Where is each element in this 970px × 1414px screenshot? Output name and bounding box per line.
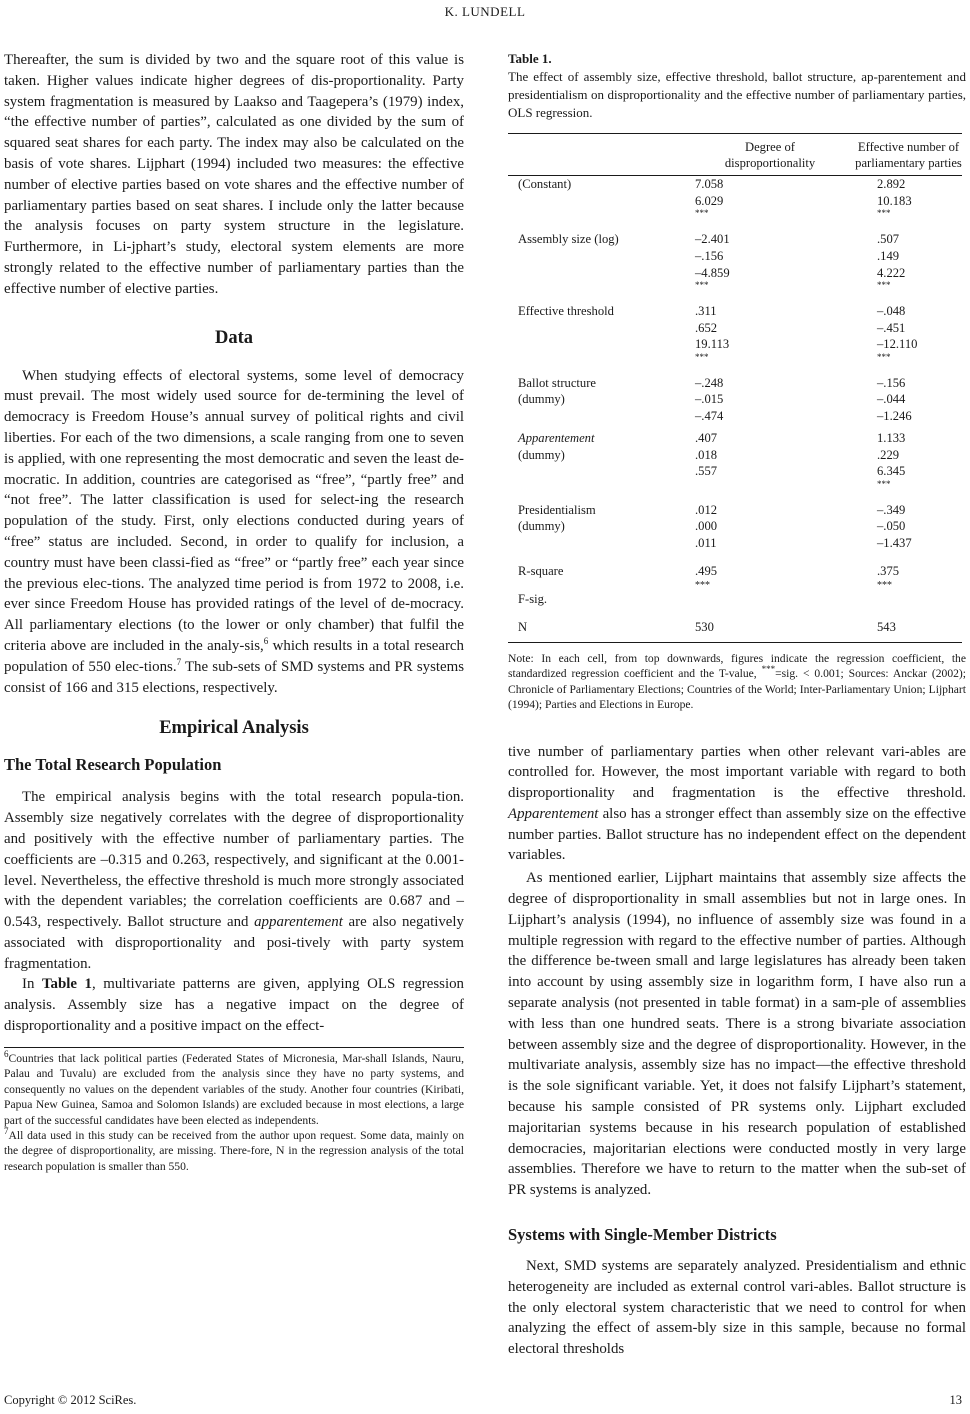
heading-data: Data [214,327,254,348]
table-row [508,231,962,303]
effective-parties-values: –.156 –.044 –1.246 [877,375,912,424]
effective-parties-values: –.048 –.451 –12.110 *** [877,303,918,362]
paragraph-lijphart: As mentioned earlier, Lijphart maintains that assembly size affects the degree of disproportionality in small assemblies but not in large ones. In Lijphart’s analysis (1994), no influence of assembly size was found in a multiple regression with regard to the effective number of parties. Although the difference be-tween small and large legislatures has already been taken into account by using assembly size in logarithm form, I have also run a separate analysis (not presented in table format) in a sam-ple of assemblies with less than one hundred seats. There is a strong bivariate association between assembly size and the degree of disproportionality. However, in the multivariate analysis, assembly size has no impact—the effective threshold is the sole significant variable. Yet, it does not falsify Lijphart’s statement, because his sample consisted of PR systems only. Lijphart excluded majoritarian systems because in his research population of established democracies, majoritarian elections were conducted mostly in very large assemblies. Therefore we have to return to the matter when the sub-set of PR systems is analyzed. [508,870,966,1199]
table-row-rsquare: R-square .495 .375 [518,563,900,578]
footnote-7: $^7$All data used in this study can be received from the author upon request. Some data, mainly on the degree of disproportionality, are missing. There-fore, N in the regression analysis of the total research population is smaller than 550. [4,1126,464,1173]
header-disproportionality: Degree of disproportionality [724,140,816,170]
paragraph-smd: Next, SMD systems are separately analyzed. Presidentialism and ethnic heterogeneity are included as external control vari-ables. Ballot structure is the only electoral system characteristic that we need to control for when analyzing the effect of assem-bly size in this sample, because no formal electoral thresholds [508,1258,966,1358]
table-row [508,303,962,375]
row-label: Effective threshold [518,303,614,318]
table-body [508,176,962,643]
header-blank [508,134,695,176]
row-label: Apparentement (dummy) [518,430,595,462]
footer-copyright: Copyright © 2012 SciRes. [4,1393,137,1407]
effective-parties-values: –.349 –.050 –1.437 [877,502,912,551]
footnote-6: $^6$Countries that lack political parties (Federated States of Micronesia, Mar-shall Islands, Nauru, Palau and Tuvalu) are excluded from the analysis since they have no party systems, and consequently no values on the dependent variables of the study. Another four countries (Kiribati, Papua New Guinea, Samoa and Solomon Islands) are excluded because in most elections, a large part of the successful candidates have been elected as independents. [4,1049,464,1127]
heading-smd-systems: Systems with Single-Member Districts [508,1225,777,1245]
paragraph-disproportionality: Thereafter, the sum is divided by two and the square root of this value is taken. Higher values indicate higher degrees of dis-proportionality. Party system fragmentation is measured by Laakso and Taagepera’s (1979) index, “the effective number of parties”, calculated as one divided by the sum of squared seat shares for each party. The index may also be calculated on the basis of vote shares. Lijphart (1994) included two measures: the effective number of elective parties based on vote shares and the effective number of parliamentary parties based on seat shares. I include only the latter because the analysis focuses on party system structure in the legislature. Furthermore, in Li-jphart’s study, electoral system elements are more strongly related to the effective number of parliamentary parties than the effective number of elective parties. [4,52,464,297]
running-head: K. LUNDELL [444,4,526,19]
table-note: Note: In each cell, from top downwards, figures indicate the regression coefficient, the standardized regression coefficient and the T-value, ***=sig. < 0.001; Sources: Anckar (2002); Chronicle of Parliamentary Elections; Countries of the World; Inter-Parliamentary Union; Lijphart (1994); Parties and Elections in Europe. [508,651,966,712]
table-label: Table 1. [508,51,552,66]
footnote-ref-6[interactable]: 6 [263,635,269,646]
effective-parties-values: 1.133 .229 6.345 *** [877,430,906,489]
table-row-n: N 530 543 [508,608,962,642]
left-column [4,50,464,1174]
paragraph-data: When studying effects of electoral systems, some level of democracy must prevail. The most widely used source for de-termining the level of democracy is Freedom House’s annual survey of political rights and civil liberties. For each of the two dimensions, a scale ranging from one to seven is applied, with one representing the most democratic and seven the least de-mocratic. In addition, countries are categorised as “free”, “partly free” and “not free”. The latter classification is used for select-ing the research population of the study. First, only elections conducted during years of “free” status are included. Second, in order to qualify for inclusion, a country must have been classi-fied as “free” or “partly free” each year since the previous elec-tions. The analyzed time period is from 1972 to 2008, i.e. ever since Freedom House has provided ratings of the level of de-mocracy. All parliamentary elections (to the lower or only chamber) that fulfil the criteria above are included in the analy-sis,$^6$ which results in a total research population of 550 elec-tions.$^7$ The sub-sets of SMD systems and PR systems consist of 166 and 315 elections, respectively. [4,367,464,696]
disproportionality-values: –.248 –.015 –.474 [695,375,724,424]
regression-table [508,133,962,643]
disproportionality-values: .311 .652 19.113 *** [695,303,730,362]
footnote-ref-7[interactable]: 7 [176,656,182,667]
footnotes [4,1047,464,1174]
row-label: (Constant) [518,177,572,191]
paragraph-table-intro: In Table 1, multivariate patterns are given, applying OLS regression analysis. Assembly size has a negative impact on the degree of disproportionality and a positive impact on the effect- [4,976,464,1035]
row-label: Ballot structure (dummy) [518,375,596,407]
disproportionality-values: 7.058 6.029 *** [695,177,724,219]
table-row [508,375,962,430]
heading-total-research-population: The Total Research Population [4,755,222,775]
paragraph-total-population: The empirical analysis begins with the total research popula-tion. Assembly size negatively correlates with the degree of disproportionality and positively with the effective number of parliamentary parties. The coefficients are –0.315 and 0.263, respectively, and significant at the 0.001-level. Nevertheless, the effective threshold is much more strongly associated with the dependent variables; the correlation coefficients are 0.687 and –0.543, respectively. Ballot structure and apparentement are also negatively associated with disproportionality and posi-tively with party system fragmentation. [4,789,464,972]
disproportionality-values: –2.401 –.156 –4.859 *** [695,232,730,291]
right-column [508,50,966,1360]
table-caption: The effect of assembly size, effective threshold, ballot structure, ap-parentement and presidentialism on disproportionality and the effective number of parliamentary parties, OLS regression. [508,69,966,120]
heading-empirical-analysis: Empirical Analysis [159,718,309,739]
disproportionality-values: .012 .000 .011 [695,502,718,551]
table-row [508,502,962,557]
disproportionality-values: .407 .018 .557 [695,430,718,479]
table-row-fsig: F-sig. *** *** [518,580,892,607]
table-row [508,430,962,502]
table-row [508,176,962,232]
row-label: Assembly size (log) [518,232,619,247]
table-1-reference[interactable]: Table 1 [41,976,92,993]
footer-page-number: 13 [949,1393,962,1407]
effective-parties-values: .507 .149 4.222 *** [877,232,906,291]
row-label: Presidentialism (dummy) [518,502,596,534]
paragraph-right-continued: tive number of parliamentary parties when other relevant vari-ables are controlled for. However, the most important variable with regard to both disproportionality and fragmentation is the effective threshold. Apparentement also has a stronger effect than assembly size on the effective number parties. Ballot structure has no independent effect on the dependent variables. [508,743,966,864]
effective-parties-values: 2.892 10.183 *** [877,177,912,219]
header-effective-parties: Effective number of parliamentary parties [855,140,962,170]
